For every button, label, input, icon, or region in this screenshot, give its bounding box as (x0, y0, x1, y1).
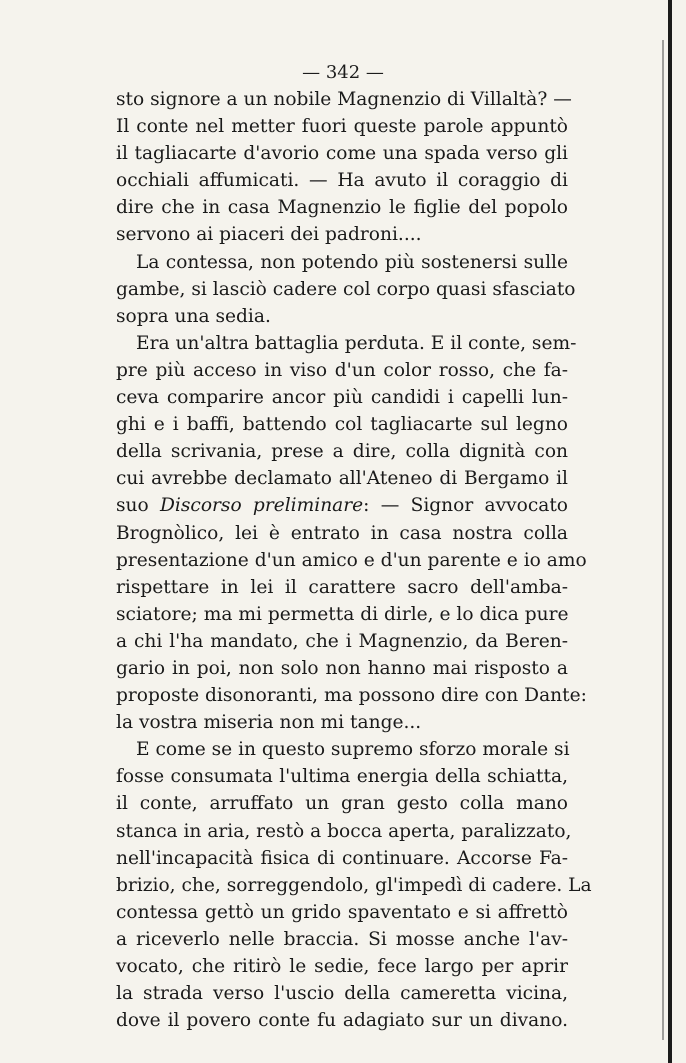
text-line: ghi e i baffi, battendo col tagliacarte sul legno (116, 414, 568, 436)
text-line: il tagliacarte d'avorio come una spada verso gli (116, 143, 568, 165)
text-line: stanca in aria, restò a bocca aperta, paralizzato, (116, 820, 572, 842)
binding-shadow (662, 40, 664, 1040)
text-line: brizio, che, sorreggendolo, gl'impedì di cadere. La (116, 874, 592, 896)
body-text (116, 86, 592, 1034)
text-line: contessa gettò un grido spaventato e si affrettò (116, 901, 568, 923)
text-line: la strada verso l'uscio della cameretta vicina, (116, 983, 568, 1005)
text-line: della scrivania, prese a dire, colla dignità con (116, 441, 568, 463)
text-line: presentazione d'un amico e d'un parente e io amo (116, 549, 587, 571)
text-line: il conte, arruffato un gran gesto colla mano (116, 793, 568, 815)
text-line: rispettare in lei il carattere sacro dell'amba- (116, 576, 568, 598)
text-line: dire che in casa Magnenzio le figlie del popolo (116, 197, 568, 219)
text-line: Brognòlico, lei è entrato in casa nostra colla (116, 522, 568, 544)
text-line: proposte disonoranti, ma possono dire con Dante: (116, 685, 587, 707)
text-line-segment: : — Signor avvocato (363, 495, 568, 517)
text-line: a riceverlo nelle braccia. Si mosse anche l'av- (116, 928, 568, 950)
italic-title: Discorso preliminare (160, 495, 364, 517)
page-number: — 342 — (302, 62, 384, 83)
text-line: nell'incapacità fisica di continuare. Accorse Fa- (116, 847, 568, 869)
text-line: sto signore a un nobile Magnenzio di Villaltà? — (116, 89, 572, 110)
text-line: Era un'altra battaglia perduta. E il conte, sem- (136, 332, 577, 354)
text-line: fosse consumata l'ultima energia della schiatta, (116, 766, 568, 788)
text-line: servono ai piaceri dei padroni.... (116, 224, 422, 246)
text-line: Il conte nel metter fuori queste parole appuntò (116, 116, 568, 138)
text-line: cui avrebbe declamato all'Ateneo di Bergamo il (116, 468, 568, 490)
text-line: dove il povero conte fu adagiato sur un divano. (116, 1010, 568, 1032)
text-line: la vostra miseria non mi tange... (116, 712, 422, 734)
text-line: gambe, si lasciò cadere col corpo quasi sfasciato (116, 278, 576, 300)
text-line: La contessa, non potendo più sostenersi sulle (136, 251, 568, 273)
binding-edge (668, 0, 672, 1063)
text-line: E come se in questo supremo sforzo morale si (136, 739, 570, 761)
text-line: gario in poi, non solo non hanno mai risposto a (116, 657, 568, 679)
text-line (116, 492, 568, 519)
text-line: pre più acceso in viso d'un color rosso, che fa- (116, 359, 568, 381)
text-line: sciatore; ma mi permetta di dirle, e lo dica pure (116, 603, 569, 625)
text-line: sopra una sedia. (116, 305, 271, 327)
text-line-segment: suo (116, 495, 161, 517)
text-line: a chi l'ha mandato, che i Magnenzio, da Beren- (116, 630, 568, 652)
text-line: vocato, che ritirò le sedie, fece largo per aprir (116, 956, 568, 977)
text-line: occhiali affumicati. — Ha avuto il coraggio di (116, 170, 568, 192)
text-line: ceva comparire ancor più candidi i capelli lun- (116, 387, 568, 409)
